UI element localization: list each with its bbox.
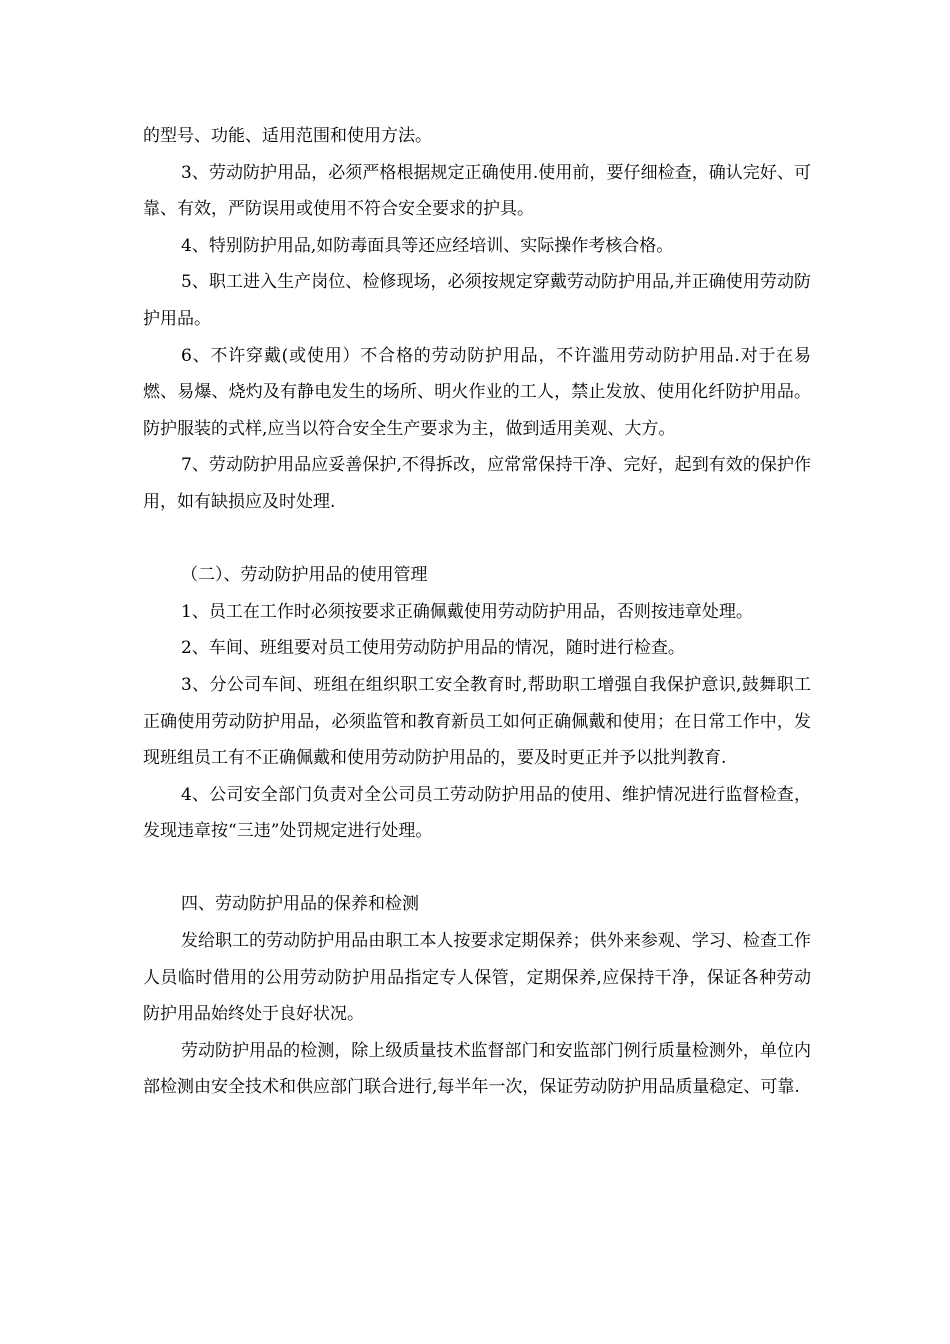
usage-paragraph-3: 3、分公司车间、班组在组织职工安全教育时,帮助职工增强自我保护意识,鼓舞职工正确使用劳动防护用品，必须监管和教育新员工如何正确佩戴和使用；在日常工作中，发现班组员工有不正确佩戴和使用劳动防护用品的，要及时更正并予以批判教育. [143,674,811,769]
maintenance-paragraph-2: 劳动防护用品的检测，除上级质量技术监督部门和安监部门例行质量检测外，单位内部检测由安全技术和供应部门联合进行,每半年一次，保证劳动防护用品质量稳定、可靠. [143,1040,811,1098]
paragraph-item-3: 3、劳动防护用品，必须严格根据规定正确使用.使用前，要仔细检查，确认完好、可靠、有效，严防误用或使用不符合安全要求的护具。 [143,162,811,220]
document-body [143,118,811,1106]
maintenance-paragraph-1: 发给职工的劳动防护用品由职工本人按要求定期保养；供外来参观、学习、检查工作人员临时借用的公用劳动防护用品指定专人保管，定期保养,应保持干净，保证各种劳动防护用品始终处于良好状况。 [143,931,811,1025]
section-spacer [143,521,811,558]
usage-paragraph-2: 2、车间、班组要对员工使用劳动防护用品的情况，随时进行检查。 [181,638,685,659]
usage-paragraph-1: 1、员工在工作时必须按要求正确佩戴使用劳动防护用品，否则按违章处理。 [181,601,753,622]
paragraph-item-4: 4、特别防护用品,如防毒面具等还应经培训、实际操作考核合格。 [181,235,674,256]
section-spacer [143,850,811,887]
section-heading-maintenance-testing: 四、劳动防护用品的保养和检测 [181,894,419,915]
paragraph-continuation: 的型号、功能、适用范围和使用方法。 [143,126,432,146]
paragraph-item-5: 5、职工进入生产岗位、检修现场，必须按规定穿戴劳动防护用品,并正确使用劳动防护用品。 [143,272,811,329]
paragraph-item-7: 7、劳动防护用品应妥善保护,不得拆改，应常常保持干净、完好，起到有效的保护作用，如有缺损应及时处理. [143,455,811,512]
paragraph-item-6: 6、不许穿戴(或使用）不合格的劳动防护用品，不许滥用劳动防护用品.对于在易燃、易爆、烧灼及有静电发生的场所、明火作业的工人，禁止发放、使用化纤防护用品。防护服装的式样,应当以符合安全生产要求为主，做到适用美观、大方。 [143,345,811,439]
section-heading-usage-management: （二）、劳动防护用品的使用管理 [181,565,428,586]
usage-paragraph-4: 4、公司安全部门负责对全公司员工劳动防护用品的使用、维护情况进行监督检查，发现违章按“三违”处罚规定进行处理。 [143,784,811,842]
